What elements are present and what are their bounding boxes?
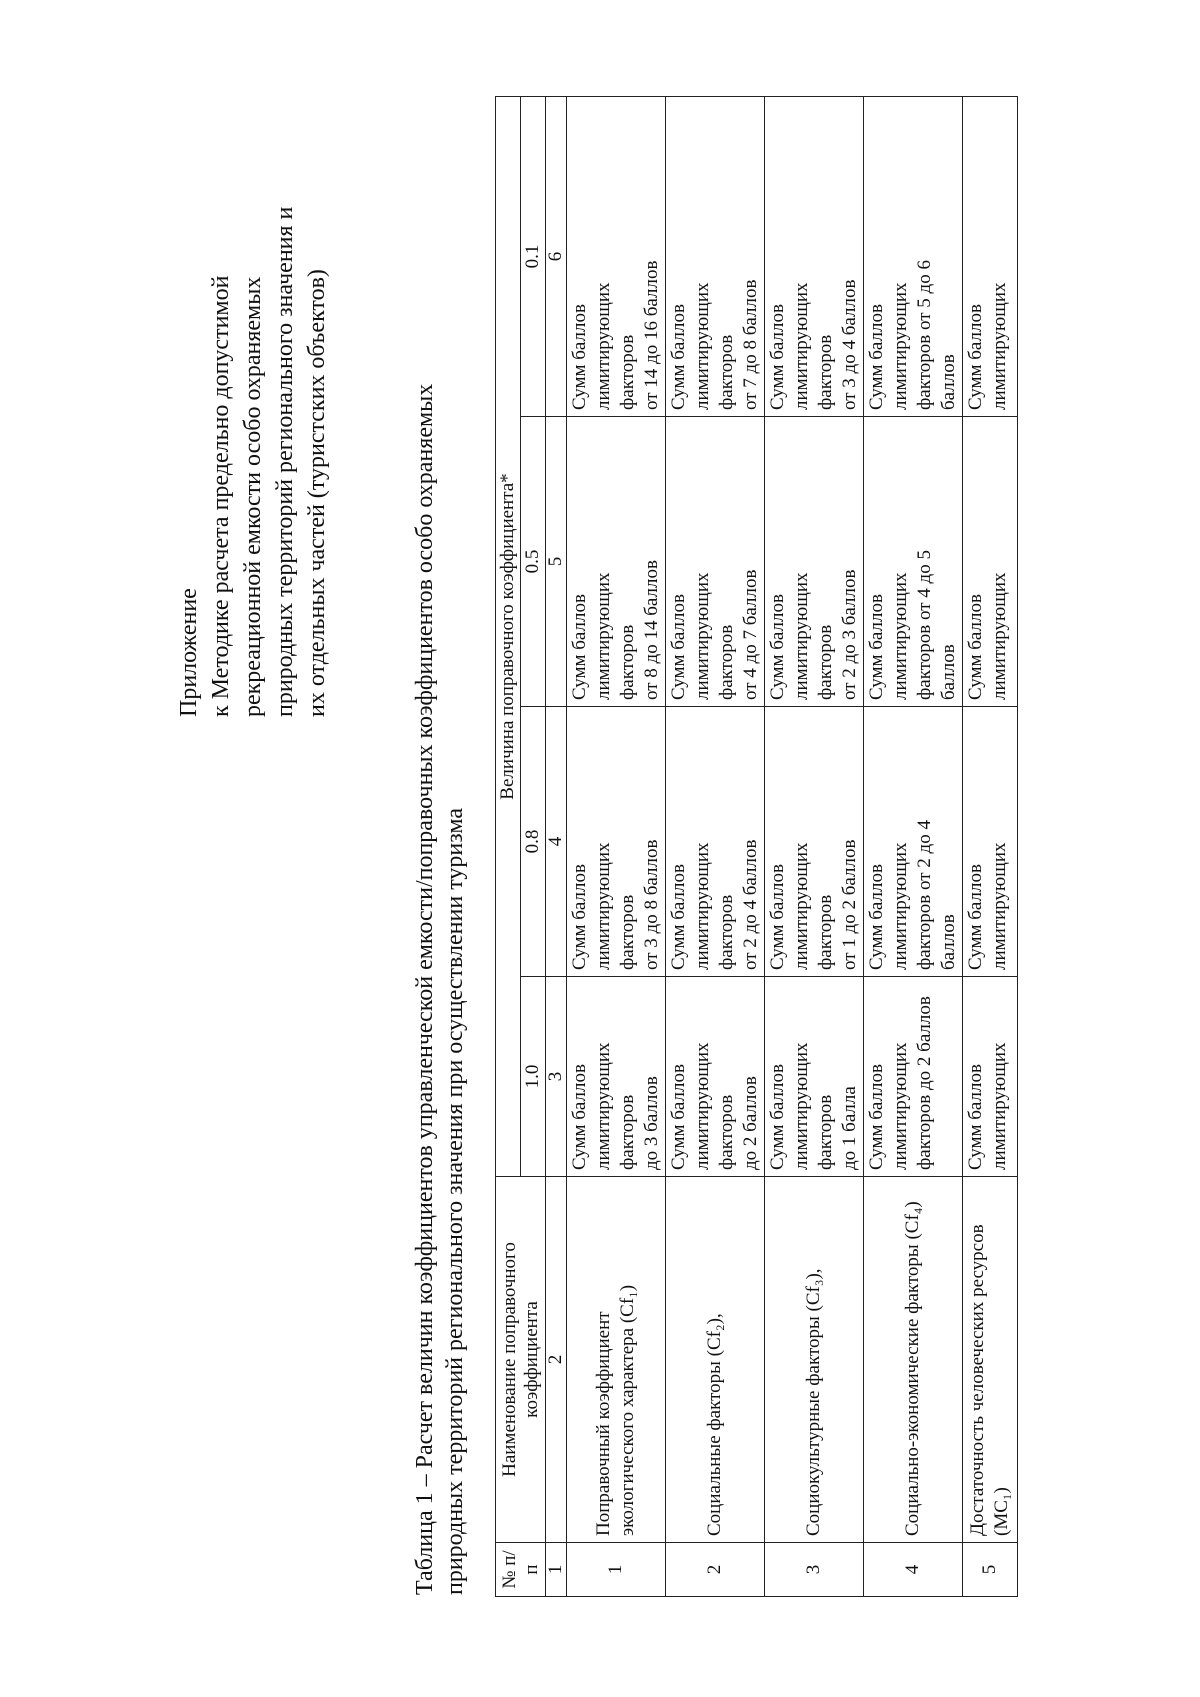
- criteria-line: лимитирующих: [989, 572, 1010, 700]
- criteria-line: Сумм баллов: [965, 304, 986, 410]
- criteria-line: Сумм баллов: [767, 594, 788, 700]
- table-body: [567, 97, 1018, 1597]
- row-number: 3: [765, 1543, 864, 1597]
- appendix-line: рекреационной емкости особо охраняемых: [240, 276, 266, 717]
- criteria-line: от 14 до 16 баллов: [641, 260, 662, 410]
- criteria-line: лимитирующих: [890, 1042, 911, 1170]
- criteria-line: от 2 до 3 баллов: [839, 569, 860, 700]
- table-row: [864, 97, 963, 1597]
- criteria-line: факторов: [815, 624, 836, 700]
- criteria-line: факторов: [617, 624, 638, 700]
- criteria-line: Сумм баллов: [569, 594, 590, 700]
- criteria-line: баллов: [938, 914, 959, 970]
- criteria-line: от 2 до 4 баллов: [740, 839, 761, 970]
- coefficient-criteria-cell: [765, 977, 864, 1177]
- coefficients-table: [495, 96, 1018, 1597]
- criteria-line: Сумм баллов: [767, 1064, 788, 1170]
- coefficient-name: Достаточность человеческих ресурсов (MC₁): [963, 1177, 1018, 1543]
- criteria-line: лимитирующих: [989, 282, 1010, 410]
- appendix-line: природных территорий регионального значения и: [272, 206, 298, 717]
- criteria-line: Сумм баллов: [668, 594, 689, 700]
- criteria-line: лимитирующих: [692, 282, 713, 410]
- coefficient-criteria-cell: [765, 97, 864, 417]
- row-number: 5: [963, 1543, 1018, 1597]
- coefficient-criteria-cell: [567, 707, 666, 977]
- appendix-note: [173, 97, 333, 717]
- criteria-line: до 3 баллов: [641, 1076, 662, 1170]
- header-value: 1.0: [521, 977, 546, 1177]
- criteria-line: Сумм баллов: [668, 304, 689, 410]
- criteria-line: от 3 до 8 баллов: [641, 839, 662, 970]
- column-index: 2: [546, 1177, 567, 1543]
- criteria-line: баллов: [938, 354, 959, 410]
- column-index: 3: [546, 977, 567, 1177]
- caption-line: Таблица 1 – Расчет величин коэффициентов управленческой емкости/поправочных коэффициентов особо охраняемых: [412, 383, 438, 1595]
- criteria-line: Сумм баллов: [866, 594, 887, 700]
- coefficient-name: Социальные факторы (Cf₂),: [666, 1177, 765, 1543]
- criteria-line: лимитирующих: [593, 282, 614, 410]
- criteria-line: Сумм баллов: [668, 1064, 689, 1170]
- criteria-line: лимитирующих: [593, 842, 614, 970]
- coefficient-criteria-cell: [864, 707, 963, 977]
- criteria-line: Сумм баллов: [965, 864, 986, 970]
- criteria-line: факторов: [815, 334, 836, 410]
- table-row: [666, 97, 765, 1597]
- criteria-line: лимитирующих: [890, 572, 911, 700]
- header-group: Величина поправочного коэффициента*: [496, 97, 521, 1177]
- caption-line: природных территорий регионального значения при осуществлении туризма: [442, 807, 468, 1595]
- criteria-line: факторов до 2 баллов: [914, 996, 935, 1170]
- criteria-line: Сумм баллов: [866, 1064, 887, 1170]
- coefficient-criteria-cell: [567, 97, 666, 417]
- criteria-line: Сумм баллов: [866, 304, 887, 410]
- criteria-line: до 2 баллов: [740, 1076, 761, 1170]
- criteria-line: факторов: [617, 894, 638, 970]
- coefficient-criteria-cell: [864, 97, 963, 417]
- criteria-line: лимитирующих: [791, 1042, 812, 1170]
- criteria-line: лимитирующих: [692, 572, 713, 700]
- criteria-line: Сумм баллов: [668, 864, 689, 970]
- criteria-line: факторов: [617, 1094, 638, 1170]
- coefficient-criteria-cell: [666, 707, 765, 977]
- criteria-line: Сумм баллов: [569, 304, 590, 410]
- column-index-row: [546, 97, 567, 1597]
- criteria-line: лимитирующих: [791, 572, 812, 700]
- header-value: 0.1: [521, 97, 546, 417]
- coefficient-criteria-cell: [864, 977, 963, 1177]
- criteria-line: факторов от 5 до 6: [914, 260, 935, 410]
- row-number: 1: [567, 1543, 666, 1597]
- criteria-line: от 4 до 7 баллов: [740, 569, 761, 700]
- criteria-line: лимитирующих: [791, 842, 812, 970]
- criteria-line: до 1 балла: [839, 1086, 860, 1170]
- row-number: 4: [864, 1543, 963, 1597]
- criteria-line: лимитирующих: [593, 1042, 614, 1170]
- criteria-line: от 1 до 2 баллов: [839, 839, 860, 970]
- row-number: 2: [666, 1543, 765, 1597]
- criteria-line: лимитирующих: [890, 282, 911, 410]
- coefficient-name: Социокультурные факторы (Cf₃),: [765, 1177, 864, 1543]
- coefficient-criteria-cell: [963, 97, 1018, 417]
- coefficient-criteria-cell: [864, 417, 963, 707]
- header-number: № п/п: [496, 1543, 546, 1597]
- criteria-line: факторов: [716, 894, 737, 970]
- header-value: 0.5: [521, 417, 546, 707]
- coefficient-name: Социально-экономические факторы (Cf₄): [864, 1177, 963, 1543]
- criteria-line: лимитирующих: [989, 1042, 1010, 1170]
- coefficient-criteria-cell: [765, 417, 864, 707]
- table-row: [567, 97, 666, 1597]
- appendix-line: Приложение: [176, 588, 202, 717]
- criteria-line: Сумм баллов: [767, 304, 788, 410]
- criteria-line: Сумм баллов: [569, 1064, 590, 1170]
- criteria-line: факторов: [716, 334, 737, 410]
- column-index: 4: [546, 707, 567, 977]
- coefficient-name: Поправочный коэффициент экологического характера (Cf₁): [567, 1177, 666, 1543]
- criteria-line: Сумм баллов: [569, 864, 590, 970]
- criteria-line: Сумм баллов: [965, 594, 986, 700]
- criteria-line: лимитирующих: [692, 842, 713, 970]
- criteria-line: лимитирующих: [989, 842, 1010, 970]
- criteria-line: Сумм баллов: [965, 1064, 986, 1170]
- header-row: [496, 97, 521, 1597]
- criteria-line: лимитирующих: [791, 282, 812, 410]
- criteria-line: от 3 до 4 баллов: [839, 279, 860, 410]
- criteria-line: лимитирующих: [593, 572, 614, 700]
- criteria-line: лимитирующих: [692, 1042, 713, 1170]
- coefficient-criteria-cell: [567, 977, 666, 1177]
- coefficient-criteria-cell: [666, 97, 765, 417]
- criteria-line: факторов от 2 до 4: [914, 820, 935, 970]
- criteria-line: лимитирующих: [890, 842, 911, 970]
- coefficient-criteria-cell: [567, 417, 666, 707]
- appendix-line: к Методике расчета предельно допустимой: [208, 275, 234, 717]
- table-caption: [410, 155, 470, 1595]
- criteria-line: Сумм баллов: [866, 864, 887, 970]
- header-name: Наименование поправочного коэффициента: [496, 1177, 546, 1543]
- criteria-line: факторов: [716, 1094, 737, 1170]
- criteria-line: факторов: [815, 894, 836, 970]
- table-row: [765, 97, 864, 1597]
- criteria-line: Сумм баллов: [767, 864, 788, 970]
- header-value: 0.8: [521, 707, 546, 977]
- coefficient-criteria-cell: [963, 707, 1018, 977]
- criteria-line: факторов от 4 до 5: [914, 550, 935, 700]
- criteria-line: факторов: [716, 624, 737, 700]
- coefficient-criteria-cell: [963, 417, 1018, 707]
- criteria-line: от 7 до 8 баллов: [740, 279, 761, 410]
- coefficient-criteria-cell: [666, 417, 765, 707]
- column-index: 1: [546, 1543, 567, 1597]
- coefficient-criteria-cell: [963, 977, 1018, 1177]
- column-index: 5: [546, 417, 567, 707]
- criteria-line: от 8 до 14 баллов: [641, 560, 662, 700]
- column-index: 6: [546, 97, 567, 417]
- table-row: [963, 97, 1018, 1597]
- criteria-line: факторов: [815, 1094, 836, 1170]
- coefficient-criteria-cell: [666, 977, 765, 1177]
- appendix-line: их отдельных частей (туристских объектов): [304, 269, 330, 717]
- criteria-line: факторов: [617, 334, 638, 410]
- coefficient-criteria-cell: [765, 707, 864, 977]
- criteria-line: баллов: [938, 644, 959, 700]
